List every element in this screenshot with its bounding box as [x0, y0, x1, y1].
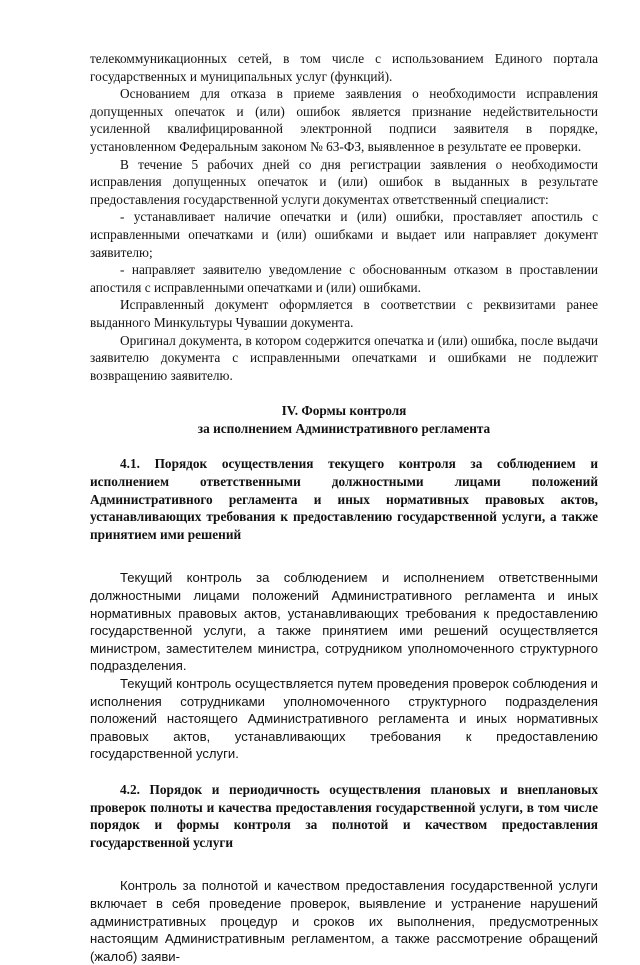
- subsection-1-paragraph-2: Текущий контроль осуществляется путем проведения проверок соблюдения и исполнения сотрудниками уполномоченного структурного подразделения положений настоящего Административного регламента и иных нормативных правовых актов, устанавливающих требования к предоставлению государственной услуги.: [90, 676, 598, 762]
- paragraph-continuation: телекоммуникационных сетей, в том числе с использованием Единого портала государственных и муниципальных услуг (функций).: [90, 51, 598, 84]
- subsection-1-paragraph-1: Текущий контроль за соблюдением и исполнением ответственными должностными лицами положений Административного регламента и иных нормативных правовых актов, устанавливающих требования к предоставлению государственной услуги, а также принятием ими решений осуществляется министром, заместителем министра, сотрудником уполномоченного структурного подразделения.: [90, 570, 598, 674]
- subsection-2-title: 4.2. Порядок и периодичность осуществления плановых и внеплановых проверок полноты и качества предоставления государственной услуги, в том числе порядок и формы контроля за полнотой и качеством предоставления государственной услуги: [90, 781, 598, 850]
- paragraph-refusal-grounds: Основанием для отказа в приеме заявления о необходимости исправления допущенных опечаток и (или) ошибок является признание недействительности усиленной квалифицированной электронной подписи заявителя в порядке, установленном Федеральным законом № 63-ФЗ, выявленное в результате ее проверки.: [90, 86, 598, 154]
- paragraph-bullet-establishes: - устанавливает наличие опечатки и (или) ошибки, проставляет апостиль с исправленными опечатками и (или) ошибками и выдает или направляет документ заявителю;: [90, 209, 598, 260]
- paragraph-original-document: Оригинал документа, в котором содержится опечатка и (или) ошибка, после выдачи заявителю документа с исправленными опечатками и ошибками не подлежит возвращению заявителю.: [90, 332, 598, 383]
- section-title-line2: за исполнением Административного регламента: [197, 420, 491, 436]
- paragraph-bullet-sends-notice: - направляет заявителю уведомление с обоснованным отказом в проставлении апостиля с исправленными опечатками и (или) ошибками.: [90, 262, 598, 295]
- section-title-line1: IV. Формы контроля: [281, 403, 407, 419]
- section-heading: [90, 402, 598, 437]
- paragraph-corrected-document: Исправленный документ оформляется в соответствии с реквизитами ранее выданного Минкультуры Чувашии документа.: [90, 297, 598, 330]
- subsection-1-title: 4.1. Порядок осуществления текущего контроля за соблюдением и исполнением ответственными должностными лицами положений Административного регламента и иных нормативных правовых актов, устанавливающих требования к предоставлению государственной услуги, а также принятием ими решений: [90, 456, 598, 542]
- paragraph-five-days: В течение 5 рабочих дней со дня регистрации заявления о необходимости исправления допущенных опечаток и (или) ошибок в выданных в результате предоставления государственной услуги документах ответственный специалист:: [90, 156, 598, 207]
- subsection-2-paragraph-1: Контроль за полнотой и качеством предоставления государственной услуги включает в себя проведение проверок, выявление и устранение нарушений административных процедур и сроков их выполнения, предусмотренных настоящим Административным регламентом, а также рассмотрение обращений (жалоб) заяви-: [90, 878, 598, 964]
